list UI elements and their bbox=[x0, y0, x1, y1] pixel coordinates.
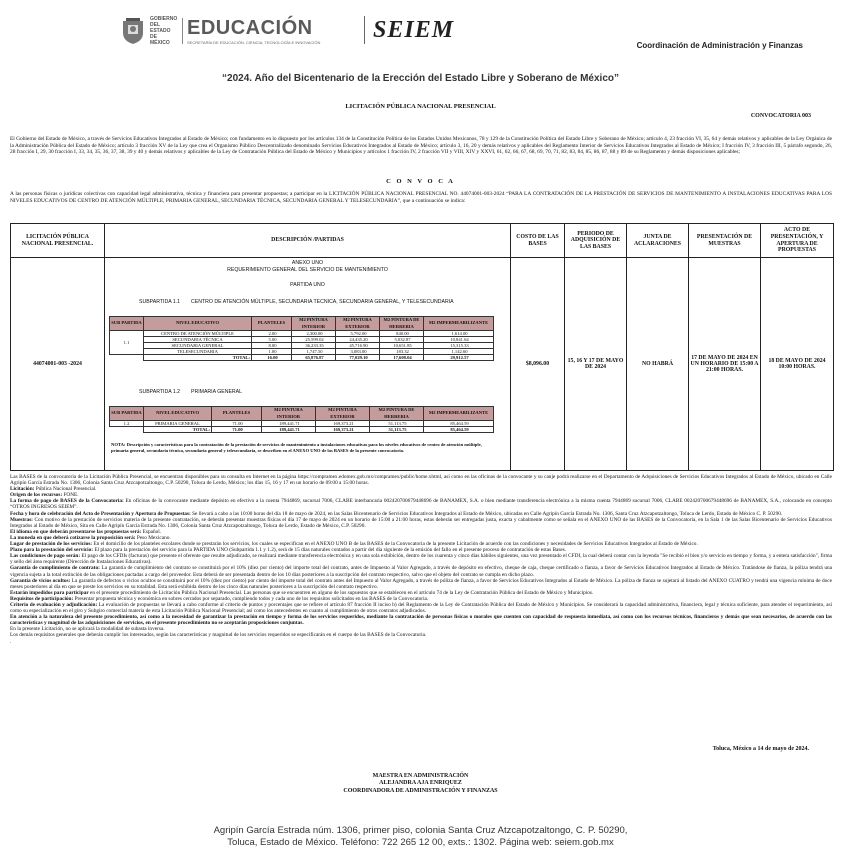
partida-label: PARTIDA UNO bbox=[290, 282, 325, 288]
gob-line: ESTADO DE bbox=[150, 28, 171, 40]
pago-bases-paragraph bbox=[10, 498, 832, 510]
signer-title: COORDINADORA DE ADMINISTRACIÓN Y FINANZAS bbox=[343, 787, 498, 794]
table-cell bbox=[110, 427, 144, 433]
year-slogan: “2024. Año del Bicentenario de la Erección del Estado Libre y Soberano de México” bbox=[222, 73, 619, 84]
bases-paragraph: Las BASES de la convocatoria de la Licitación Pública Presencial, se encuentran disponibles para su consulta en Internet en la página https://compramex.edomex.gob.mx/compramex/public/home.xhtml, así como en las oficinas de la convocante y su canje podrá realizarse en el Departamento de Adquisiciones de Servicios Educativos Integrados al Estado de México, ubicado en Calle Agripín García Estrada No. 1306, Colonia Santa Cruz Atzcapotzaltongo, C.P. 50290, Toluca de Lerdo, México; los días 15, 16 y 17 en un horario de 09:00 a 15:00 horas. bbox=[10, 474, 832, 487]
col-pintura-interior: M2 PINTURA INTERIOR bbox=[292, 317, 336, 331]
subasta-paragraph: En la presente Licitación, no se aplicará la modalidad de subasta inversa. bbox=[10, 626, 165, 633]
paragraph-label: El idioma en que deberán presentarse las propuestas será: bbox=[10, 528, 142, 535]
garantia-cumplimiento-paragraph bbox=[10, 565, 832, 577]
paragraph-text: Español. bbox=[141, 528, 162, 535]
table-cell: PRIMARIA GENERAL bbox=[144, 421, 212, 427]
subpartida-2-title: PRIMARIA GENERAL bbox=[191, 389, 243, 395]
convocatoria-number: CONVOCATORIA 003 bbox=[750, 113, 811, 119]
coordination-title: Coordinación de Administración y Finanzas bbox=[636, 41, 803, 50]
col-impermeabilizante: M2 IMPERMEABILIZANTE bbox=[424, 407, 494, 421]
paragraph-label: Estarán impedidos para participar bbox=[10, 589, 89, 596]
paragraph-text: La garantía de defectos o vicios ocultos se constituirá por el 10% (diez por ciento) por ciento del importe total del contrato antes del Impuesto al Valor Agregado, a través de póliza de fianza, a favor de Servicios Educativos Integrados al Estado de México. La póliza de fianza se sujetará al listado del ANEXO CUATRO y tendrá una vigencia mínima de doce meses posteriores al día en que se preste los servicios en su totalidad. Esta será exhibida dentro de los cinco días naturales posteriores a la suscripción del contrato respectivo. bbox=[10, 577, 832, 590]
paragraph-text: En atención a la naturaleza del presente procedimiento, así como a la necesidad de garantizar la prestación en tiempo y forma de los servicios requeridos, mediante la contratación de personas físicas o morales que cuenten con capacidad de respuesta inmediata, así como con los recursos técnicos, financieros y demás que sean necesarios, de acuerdo con las características y magnitud de las adquisiciones de servicios, en el presente procedimiento no se aceptarán proposiciones conjuntas. bbox=[10, 614, 832, 627]
table-cell: 15,315.33 bbox=[424, 343, 494, 349]
table-cell: 10,651.85 bbox=[380, 343, 424, 349]
licitacion-number: 44074001-003 -2024 bbox=[11, 258, 105, 471]
acto-presentacion: 18 DE MAYO DE 2024 10:00 HORAS. bbox=[761, 258, 834, 471]
footer-address: Agripín García Estrada núm. 1306, primer piso, colonia Santa Cruz Atzcapotzaltongo, C. P. 50290, bbox=[213, 825, 628, 836]
gobierno-text bbox=[150, 16, 178, 46]
table-cell: TELESECUNDARIA bbox=[144, 349, 252, 355]
header-acto: ACTO DE PRESENTACIÓN, Y APERTURA DE PROPUESTAS bbox=[761, 224, 834, 258]
paragraph-text: FONE. bbox=[62, 492, 79, 499]
table-cell: 1,747.50 bbox=[292, 349, 336, 355]
table-cell: 3,083.00 bbox=[336, 349, 380, 355]
col-nivel: NIVEL EDUCATIVO bbox=[144, 407, 212, 421]
table-cell: 29,912.57 bbox=[424, 355, 494, 361]
table-cell: SECUNDARIA GENERAL bbox=[144, 343, 252, 349]
body-text bbox=[10, 474, 832, 645]
signer-name: ALEJANDRA AJA ENRIQUEZ bbox=[379, 780, 462, 787]
subpartida-2-table bbox=[109, 406, 494, 433]
paragraph-label: Origen de los recursos: bbox=[10, 492, 63, 499]
signer-degree: MAESTRA EN ADMINISTRACIÓN bbox=[372, 773, 469, 779]
paragraph-label: La moneda en que deberá cotizarse la proposición será: bbox=[10, 534, 136, 541]
table-cell: 2.00 bbox=[252, 331, 292, 337]
place-date: Toluca, México a 14 de mayo de 2024. bbox=[712, 746, 809, 752]
header-descripcion: DESCRIPCIÓN /PARTIDAS bbox=[105, 224, 511, 258]
paragraph-label: Criterio de evaluación y adjudicación: bbox=[10, 601, 98, 608]
table-cell: 25,599.02 bbox=[292, 337, 336, 343]
total-label: TOTAL: bbox=[144, 355, 252, 361]
periodo-adquisicion: 15, 16 Y 17 DE MAYO DE 2024 bbox=[565, 258, 627, 471]
total-row bbox=[110, 427, 494, 433]
gob-line: MÉXICO bbox=[150, 40, 170, 46]
muestras-paragraph bbox=[10, 517, 832, 529]
gobierno-logo bbox=[120, 16, 320, 46]
table-cell: 45,716.90 bbox=[336, 343, 380, 349]
requisitos-generales-paragraph: Los demás requisitos generales que deberán cumplir los interesados, según las características y magnitud de los servicios requeridos se especificarán en el cuerpo de las BASES de la Convocatoria. bbox=[10, 632, 427, 639]
table-cell: CENTRO DE ATENCIÓN MÚLTIPLE bbox=[144, 331, 252, 337]
table-cell: 24,435.20 bbox=[336, 337, 380, 343]
atencion-paragraph bbox=[10, 614, 832, 626]
licitacion-table bbox=[10, 223, 834, 471]
table-cell: 840.00 bbox=[380, 331, 424, 337]
col-nivel: NIVEL EDUCATIVO bbox=[144, 317, 252, 331]
header-costo: COSTO DE LAS BASES bbox=[511, 224, 565, 258]
closing-mark: . bbox=[10, 638, 12, 645]
educacion-word: EDUCACIÓN bbox=[187, 16, 313, 39]
paragraph-text: La garantía de cumplimiento del contrato se constituirá por el 10% (diez por ciento) del importe total del contrato, antes de Impuesto al Valor Agregado, a través de depósito en efectivo, cheque de caja, cheque certificado o fianza, a favor de Servicios Educativos Integrados al Estado de México. Tratándose de fianza, la póliza tendrá una vigencia sujeta a la total extinción de las obligaciones pactadas a cargo del proveedor. Esta deberá de ser presentada dentro de los 10 días posteriores a la suscripción del contrato respectivo, salvo que el objeto del contrato se cumpla en dicho plazo. bbox=[10, 565, 832, 578]
header-junta: JUNTA DE ACLARACIONES bbox=[627, 224, 689, 258]
garantia-vicios-paragraph bbox=[10, 578, 832, 590]
licitacion-title: LICITACIÓN PÚBLICA NACIONAL PRESENCIAL bbox=[345, 103, 496, 110]
seiem-logo: SEIEM bbox=[373, 17, 455, 43]
signature-block bbox=[0, 773, 841, 795]
footer-contact: Toluca, Estado de México. Teléfono: 722 265 12 00, exts.: 1302. Página web: seiem.gob.mx bbox=[227, 837, 614, 848]
header-licitacion: LICITACIÓN PÚBLICA NACIONAL PRESENCIAL. bbox=[11, 224, 105, 258]
paragraph-text: En oficinas de la convocante mediante depósito en efectivo a la cuenta 7944869, sucursal 7006, CLABE interbancaria 002420700679448696 de BANAMEX, S.A. o bien mediante transferencia electrónica a la misma cuenta 7944869 sucursal 7006, CLABE 002420700679448696 de BANAMEX, S.A., colocando en concepto “OTROS INGRESOS SEIEM”. bbox=[10, 498, 832, 511]
table-cell: 71.00 bbox=[212, 421, 262, 427]
col-pintura-interior: M2 PINTURA INTERIOR bbox=[262, 407, 316, 421]
table-cell: 189,441.71 bbox=[262, 421, 316, 427]
table-cell: 71.00 bbox=[212, 427, 262, 433]
table-cell: 85,464.59 bbox=[424, 427, 494, 433]
inner-header-row bbox=[110, 317, 494, 331]
table-cell: 10,841.64 bbox=[424, 337, 494, 343]
table-cell: 65,876.87 bbox=[292, 355, 336, 361]
table-cell: SECUNDARIA TÉCNICA bbox=[144, 337, 252, 343]
table-cell: 85,464.59 bbox=[424, 421, 494, 427]
paragraph-label: Lugar de prestación de los servicios: bbox=[10, 541, 93, 548]
table-cell bbox=[110, 355, 144, 361]
header-presentacion: PRESENTACIÓN DE MUESTRAS bbox=[689, 224, 761, 258]
table-cell: 189,441.71 bbox=[262, 427, 316, 433]
table-note: NOTA: Descripción y características para la contratación de la prestación de servicios de mantenimiento a instalaciones educativas para los niveles educativos de centro de atención múltiple, primaria general, secundaria técnica, secundaria general y telesecundaria, se describen en el ANEXO UNO de las BASES de la presente convocatoria. bbox=[111, 442, 482, 453]
col-pintura-exterior: M2 PINTURA EXTERIOR bbox=[336, 317, 380, 331]
total-label: TOTAL: bbox=[144, 427, 212, 433]
educacion-logo bbox=[187, 18, 320, 45]
table-cell: 5,032.87 bbox=[380, 337, 424, 343]
document-header bbox=[0, 0, 841, 62]
table-cell: 1.00 bbox=[252, 349, 292, 355]
invitation-paragraph: A las personas físicas o jurídicas colectivas con capacidad legal administrativa, técnica y financiera para presentar propuestas; a participar en la LICITACIÓN PÚBLICA NACIONAL PRESENCIAL NO. 44074001-003-2024 “PARA LA CONTRATACIÓN DE LA PRESTACIÓN DE SERVICIOS DE MANTENIMIENTO A INSTALACIONES EDUCATIVAS PARA LOS NIVELES EDUCATIVOS DE CENTRO DE ATENCIÓN MÚLTIPLE, PRIMARIA GENERAL, SECUNDARIA TÉCNICA, SECUNDARIA GENERAL Y TELESECUNDARIA”, que a continuación se indica: bbox=[10, 191, 832, 204]
table-cell: 2,300.00 bbox=[292, 331, 336, 337]
intro-paragraph: El Gobierno del Estado de México, a través de Servicios Educativos Integrados al Estado de México; con fundamento en lo dispuesto por los artículos 134 de la Constitución Política de los Estados Unidos Mexicanos, 78 y 129 de la Constitución Política del Estado Libre y Soberano de México; artículo 4, 23 fracción VI, 35, 64 y demás relativos y aplicables de la Ley Orgánica de la Administración Pública del Estado de México; artículo 3 fracción XV de la Ley que crea el Organismo Público Descentralizado denominado Servicios Educativos Integrados al Estado de México; artículo 3, 16, 20 y demás relativos y aplicables del Reglamento Interior de Servicios Educativos Integrados al Estado de México; I fracción IV, 3 fracción III, 5 párrafo segundo, 26, 28 fracción I, 29, 30 fracción I, 33, 34, 35, 36, 37, 38, 39 y 40 y demás relativos y aplicables de la Ley de Contratación Pública del Estado de México y Municipios y artículos 1 fracción IV, 2 fracción VII y VIII, XIV y XXVI, 61, 62, 66, 67, 68, 69, 70, 71, 82, 83, 84, 85, 86, 87, 88 y 89 de su Reglamento y demás disposiciones aplicables; bbox=[10, 136, 832, 156]
col-planteles: PLANTELES bbox=[212, 407, 262, 421]
col-pintura-exterior: M2 PINTURA EXTERIOR bbox=[316, 407, 370, 421]
table-cell: 17,608.04 bbox=[380, 355, 424, 361]
subpartida-code: 1.2 bbox=[110, 421, 144, 427]
table-cell: 77,029.10 bbox=[336, 355, 380, 361]
paragraph-text: El plazo para la prestación del servicio para la PARTIDA UNO (Subpartida 1.1 y 1.2), será de 15 días naturales contados a partir del día siguiente de la emisión del fallo en el presente proceso de contratación de estas Bases. bbox=[93, 547, 567, 554]
table-cell: 51,113.75 bbox=[370, 427, 424, 433]
paragraph-text: La evaluación de propuestas se llevará a cabo conforme al criterio de puntos y porcentajes que se refiere el artículo 87 fracción II inciso b) del Reglamento de la Ley de Contratación Pública del Estado de México y Municipios. Se considerará la capacidad administrativa, financiera, legal y técnica suficiente, para atender el requerimiento, así como su especialización en el giro y Subgiro comercial materia de esta Licitación Pública Nacional Presencial; así como los antecedentes en cuanto al cumplimiento de otros contratos adjudicados. bbox=[10, 601, 833, 615]
inner-header-row bbox=[110, 407, 494, 421]
table-row bbox=[11, 258, 834, 471]
table-cell: 1,142.60 bbox=[424, 349, 494, 355]
table-cell: 36,233.35 bbox=[292, 343, 336, 349]
educacion-subtitle: SECRETARÍA DE EDUCACIÓN, CIENCIA, TECNOLOGÍA E INNOVACIÓN bbox=[187, 39, 321, 45]
seiem-divider bbox=[364, 16, 365, 44]
paragraph-text: en el presente procedimiento de Licitación Pública Nacional Presencial. Las personas que se encuentren en alguno de los supuestos que se establecen en el artículo 74 de la Ley de Contratación Pública del Estado de México y Municipios. bbox=[88, 589, 594, 596]
col-subpartida: SUB PARTIDA bbox=[110, 407, 144, 421]
col-pintura-herreria: M2 PINTURA DE HERRERIA bbox=[380, 317, 424, 331]
description-cell bbox=[105, 258, 511, 471]
coat-of-arms-icon bbox=[120, 17, 146, 45]
paragraph-label: Las condiciones de pago serán: bbox=[10, 553, 81, 560]
col-planteles: PLANTELES bbox=[252, 317, 292, 331]
table-header-row bbox=[11, 224, 834, 258]
paragraph-label: Plazo para la prestación del servicio: bbox=[10, 547, 94, 554]
subpartida-1-table bbox=[109, 316, 494, 361]
paragraph-label: Fecha y hora de celebración del Acto de Presentación y Apertura de Propuestas: bbox=[10, 510, 191, 517]
table-cell: 169,373.21 bbox=[316, 421, 370, 427]
paragraph-text: Con motivo de la prestación de servicios materia de la presente contratación, se deberán presentar muestras físicas el día 17 de mayo de 2024 en un horario de 15:00 a 21:00 horas, estas deberán ser entregadas justa, exacta y cabalmente como se señala en el ANEXO UNO de las BASES de la Convocatoria, en la Sala 1 de las Salas Bicentenario de Servicios Educativos Integrados al Estado de México, Sita en Calle Agripín García Estrada No. 1306, Colonia Santa Cruz Atzcapotzaltongo, Toluca de Lerdo, Estado de México, C.P. 50290. bbox=[10, 516, 832, 529]
subpartida-2-label: SUBPARTIDA 1.2 bbox=[139, 389, 181, 395]
paragraph-label: La forma de pago de BASES de la Convocatoria: bbox=[10, 498, 124, 505]
paragraph-label: Muestras: bbox=[10, 516, 33, 523]
paragraph-text: El pago de los CFDIs (facturas) que presente el oferente que resulte adjudicado, se realizará mediante transferencia electrónica y en una sola exhibición, dentro de los cuarenta y cinco días hábiles siguientes, una vez presentado el CFDI, la cual deberá contar con la leyenda "Se recibió el bien y/o servicio en tiempo y forma, y a entera satisfacción", firma y sello del área requirente (Dirección de Instalaciones Educativas). bbox=[10, 553, 832, 566]
table-cell: 5,792.00 bbox=[336, 331, 380, 337]
paragraph-label: Garantía de vicios ocultos: bbox=[10, 577, 71, 584]
table-cell: 51,113.75 bbox=[370, 421, 424, 427]
col-subpartida: SUB PARTIDA bbox=[110, 317, 144, 331]
table-cell: 169,373.21 bbox=[316, 427, 370, 433]
header-periodo: PERIODO DE ADQUISICIÓN DE LAS BASES bbox=[565, 224, 627, 258]
convoca-heading: C O N V O C A bbox=[386, 178, 455, 185]
col-impermeabilizante: M2 IMPERMEABILIZANTE bbox=[424, 317, 494, 331]
anexo-label: ANEXO UNO bbox=[291, 260, 324, 266]
subpartida-1-title: CENTRO DE ATENCIÓN MÚLTIPLE, SECUNDARIA TECNICA, SECUNDARIA GENERAL, Y TELESECUNDARIA bbox=[191, 299, 454, 305]
col-pintura-herreria: M2 PINTURA DE HERRERIA bbox=[370, 407, 424, 421]
table-cell: 1,614.00 bbox=[424, 331, 494, 337]
table-cell: 8.00 bbox=[252, 343, 292, 349]
criterio-paragraph bbox=[10, 602, 832, 614]
gob-line: GOBIERNO DEL bbox=[150, 16, 178, 28]
total-row bbox=[110, 355, 494, 361]
paragraph-text: En el domicilio de los planteles escolares donde se prestarán los servicios, los cuales se especifican en el ANEXO UNO B de las BASES de la Convocatoria de la presente Licitación de acuerdo con las condiciones y necesidades de Servicios Educativos Integrados al Estado de México. bbox=[92, 541, 698, 548]
table-cell: 183.32 bbox=[380, 349, 424, 355]
table-cell: 16.00 bbox=[252, 355, 292, 361]
subpartida-1-label: SUBPARTIDA 1.1 bbox=[139, 299, 181, 305]
paragraph-label: Requisitos de participación: bbox=[10, 595, 74, 602]
paragraph-text: Pública Nacional Presencial. bbox=[34, 486, 97, 493]
costo-bases: $8,096.00 bbox=[511, 258, 565, 471]
paragraph-text: Presentar propuesta técnica y económica en sobres cerrados por separado, cumpliendo todos y cada uno de los requisitos solicitados en las BASES de la Convocatoria. bbox=[73, 595, 429, 602]
subpartida-code: 1.1 bbox=[110, 331, 144, 355]
paragraph-text: Se llevará a cabo a las 10:00 horas del día 18 de mayo de 2024, en las Salas Bicentenario de Servicios Educativos Integrados al Estado de México, ubicadas en Calle Agripín García Estrada No. 1306, Santa Cruz Atzcapotzaltongo, Toluca de Lerdo, Estado de México C. P. 50290. bbox=[190, 510, 783, 517]
requerimiento-label: REQUERIMIENTO GENERAL DEL SERVICIO DE MANTENIMIENTO bbox=[227, 267, 388, 273]
paragraph-label: Licitación: bbox=[10, 486, 35, 493]
presentacion-muestras: 17 DE MAYO DE 2024 EN UN HORARIO DE 15:00 A 21:00 HORAS. bbox=[689, 258, 761, 471]
logo-divider bbox=[182, 18, 183, 44]
condiciones-pago-paragraph bbox=[10, 553, 832, 565]
junta-aclaraciones: NO HABRÁ bbox=[627, 258, 689, 471]
paragraph-label: Garantía de cumplimiento de contrato: bbox=[10, 565, 100, 572]
paragraph-text: Peso Mexicano. bbox=[135, 534, 171, 541]
document-footer bbox=[0, 825, 841, 849]
table-cell: 5.00 bbox=[252, 337, 292, 343]
